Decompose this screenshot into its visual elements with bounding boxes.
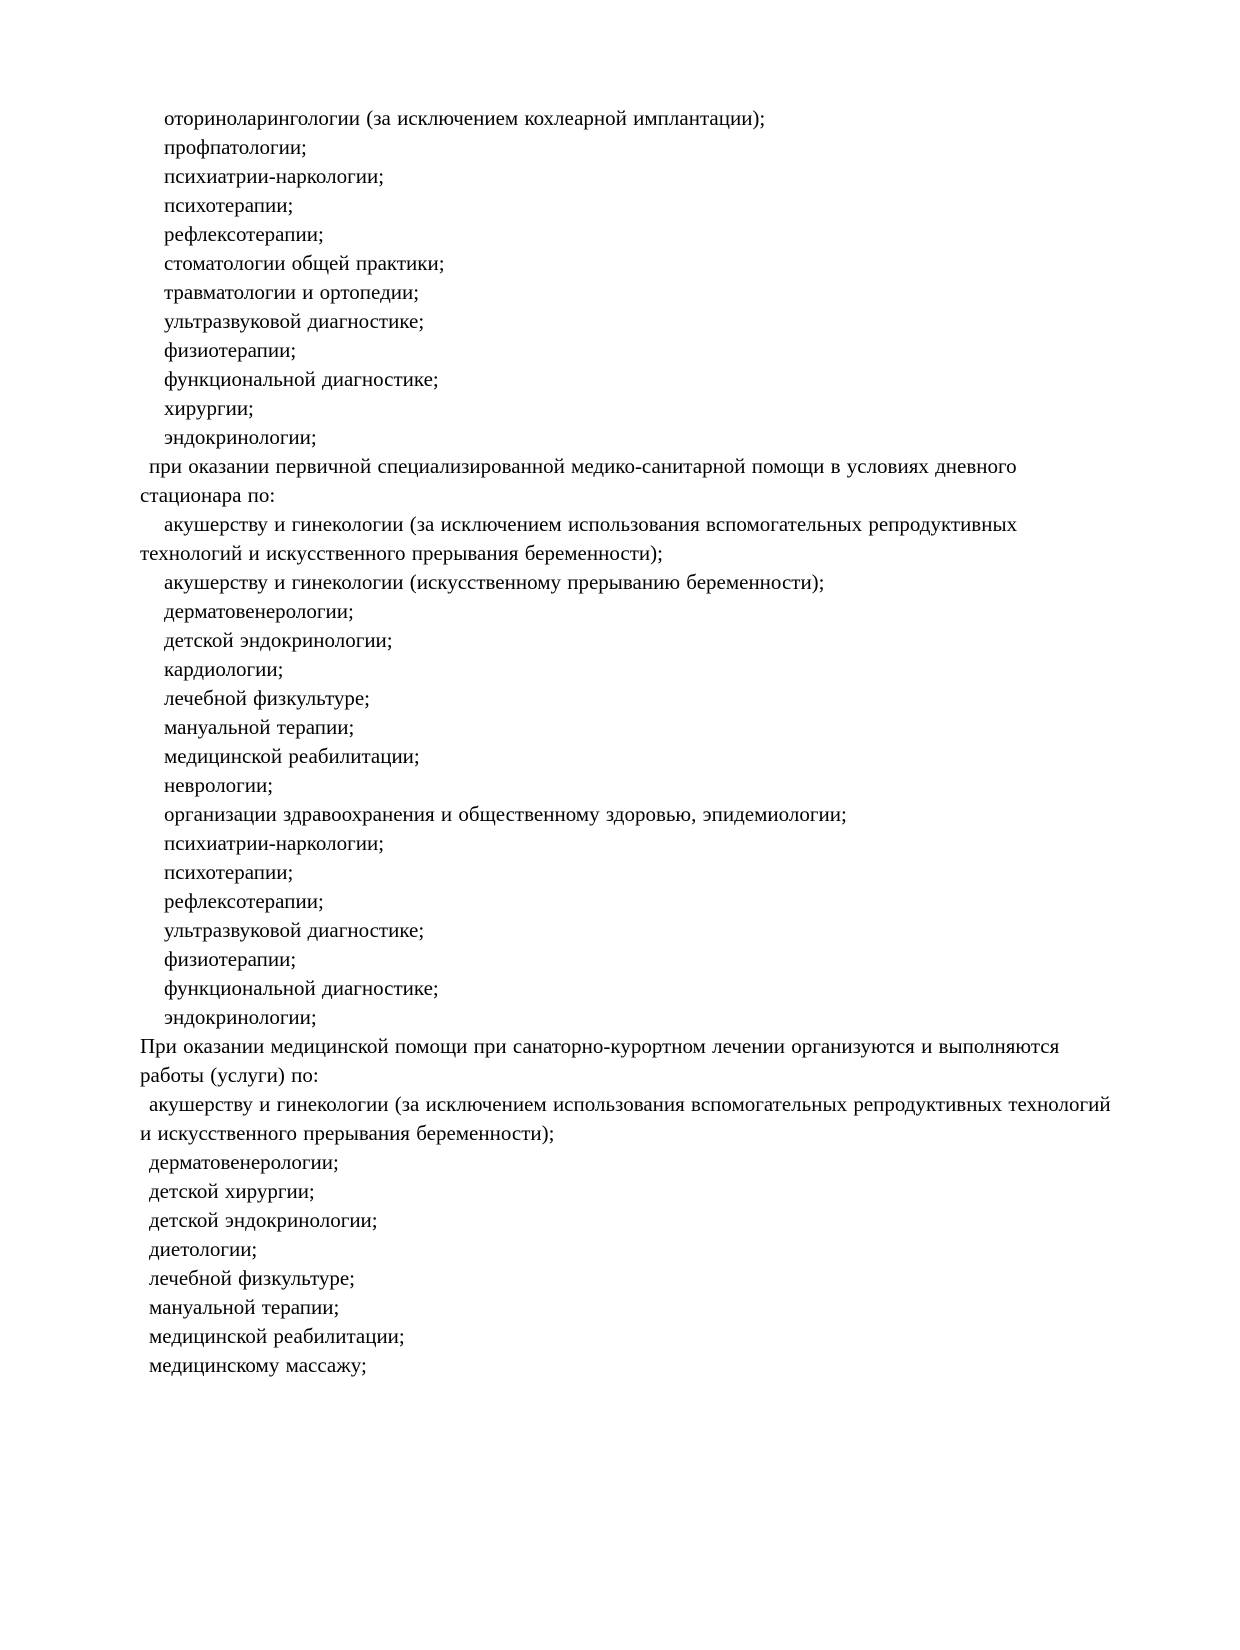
- document-line: организации здравоохранения и общественному здоровью, эпидемиологии;: [164, 802, 847, 826]
- document-line: функциональной диагностике;: [164, 976, 439, 1000]
- document-line: лечебной физкультуре;: [149, 1266, 356, 1290]
- document-line: диетологии;: [149, 1237, 258, 1261]
- document-line: травматологии и ортопедии;: [164, 280, 420, 304]
- document-line: психиатрии-наркологии;: [164, 164, 385, 188]
- document-line: кардиологии;: [164, 657, 284, 681]
- document-line: акушерству и гинекологии (искусственному прерыванию беременности);: [164, 570, 825, 594]
- document-line: лечебной физкультуре;: [164, 686, 371, 710]
- document-line: дерматовенерологии;: [149, 1150, 339, 1174]
- document-line: рефлексотерапии;: [164, 222, 324, 246]
- document-line: физиотерапии;: [164, 338, 297, 362]
- document-line: мануальной терапии;: [164, 715, 355, 739]
- document-line: физиотерапии;: [164, 947, 297, 971]
- document-line: детской эндокринологии;: [149, 1208, 378, 1232]
- document-line: детской эндокринологии;: [164, 628, 393, 652]
- document-line: ультразвуковой диагностике;: [164, 918, 425, 942]
- document-line: При оказании медицинской помощи при санаторно-курортном лечении организуются и выполняются работы (услуги) по:: [140, 1034, 1060, 1087]
- document-line: медицинской реабилитации;: [149, 1324, 405, 1348]
- document-line: акушерству и гинекологии (за исключением использования вспомогательных репродуктивных технологий и искусственного прерывания беременности);: [140, 512, 1018, 565]
- document-line: оториноларингологии (за исключением кохлеарной имплантации);: [164, 106, 766, 130]
- document-line: дерматовенерологии;: [164, 599, 354, 623]
- document-line: стоматологии общей практики;: [164, 251, 445, 275]
- document-line: при оказании первичной специализированной медико-санитарной помощи в условиях дневного стационара по:: [140, 454, 1017, 507]
- document-line: медицинской реабилитации;: [164, 744, 420, 768]
- document-line: профпатологии;: [164, 135, 307, 159]
- document-line: хирургии;: [164, 396, 254, 420]
- document-body: [140, 104, 1114, 1380]
- document-line: акушерству и гинекологии (за исключением использования вспомогательных репродуктивных технологий и искусственного прерывания беременности);: [140, 1092, 1111, 1145]
- document-line: неврологии;: [164, 773, 274, 797]
- document-line: ультразвуковой диагностике;: [164, 309, 425, 333]
- document-line: функциональной диагностике;: [164, 367, 439, 391]
- document-line: детской хирургии;: [149, 1179, 315, 1203]
- document-line: психотерапии;: [164, 193, 294, 217]
- document-line: эндокринологии;: [164, 1005, 317, 1029]
- document-line: рефлексотерапии;: [164, 889, 324, 913]
- document-line: психотерапии;: [164, 860, 294, 884]
- document-line: психиатрии-наркологии;: [164, 831, 385, 855]
- document-line: эндокринологии;: [164, 425, 317, 449]
- document-line: медицинскому массажу;: [149, 1353, 367, 1377]
- document-line: мануальной терапии;: [149, 1295, 340, 1319]
